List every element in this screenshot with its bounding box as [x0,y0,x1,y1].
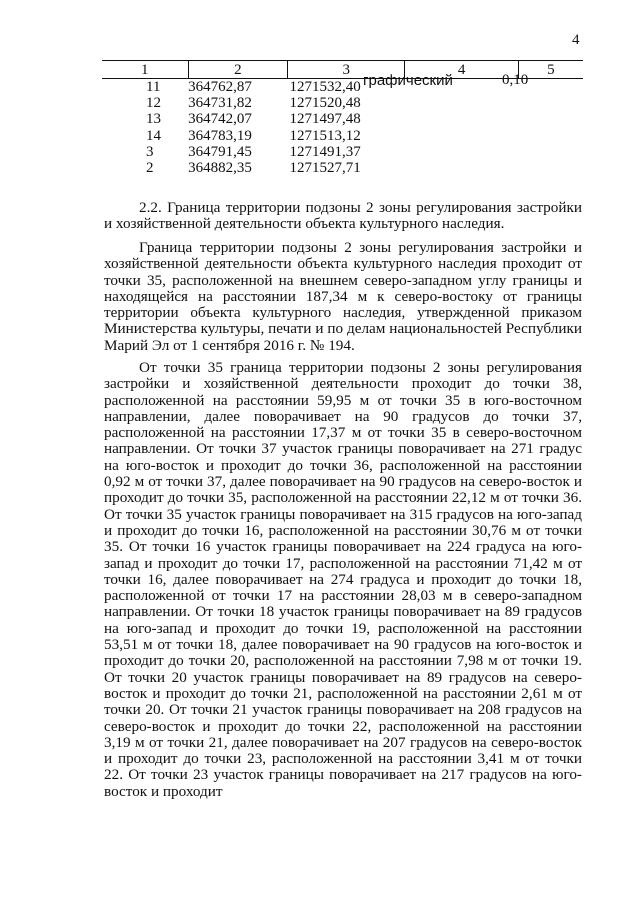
y-coordinate: 1271491,37 [289,143,361,160]
column-header: 2 [188,61,287,79]
point-number: 13 [146,111,161,128]
section-heading-text: 2.2. Граница территории подзоны 2 зоны регулирования застройки и хозяйственной деятельности объекта культурного наследия. [104,199,582,233]
x-coordinate: 364731,82 [188,95,252,112]
y-coordinate: 1271513,12 [289,127,361,144]
column-header: 3 [288,61,405,79]
determination-method: графический [363,72,453,89]
section-heading [104,200,582,233]
point-number: 2 [146,159,154,176]
x-coordinate: 364882,35 [188,159,252,176]
y-coordinate: 1271532,40 [289,79,361,95]
accuracy-value: 0,10 [502,72,529,88]
x-coordinate: 364791,45 [188,143,252,160]
paragraph-1-text: Граница территории подзоны 2 зоны регулирования застройки и хозяйственной деятельности объекта культурного наследия проходит от точки 35, расположенной на внешнем северо-западном углу границы и находящейся на расстоянии 187,34 м к северо-востоку от границы территории объекта культурного наследия, утвержденной приказом Министерства культуры, печати и по делам национальностей Республики Марий Эл от 1 сентября 2016 г. № 194. [104,239,582,354]
point-number: 14 [146,127,161,144]
y-coordinate: 1271520,48 [289,95,361,112]
page-number: 4 [572,32,580,48]
paragraph-1 [104,240,582,354]
y-coordinate: 1271527,71 [289,159,361,176]
column-header: 4 [405,61,518,79]
x-coordinate: 364783,19 [188,127,252,144]
point-number: 3 [146,143,154,160]
point-number: 12 [146,95,161,112]
column-header: 5 [518,61,583,79]
x-coordinate: 364762,87 [188,79,252,95]
paragraph-2-text: От точки 35 граница территории подзоны 2 зоны регулирования застройки и хозяйственной деятельности проходит до точки 38, расположенной на расстоянии 59,95 м от точки 35 в юго-восточном направлении, далее поворачивает на 90 градусов до точки 37, расположенной на расстоянии 17,37 м от точки 35 в северо-восточном направлении. От точки 37 участок границы поворачивает на 271 градус на юго-восток и проходит до точки 36, расположенной на расстоянии 0,92 м от точки 37, далее поворачивает на 90 градусов на северо-восток и проходит до точки 35, расположенной на расстоянии 22,12 м от точки 36. От точки 35 участок границы поворачивает на 315 градусов на юго-запад и проходит до точки 16, расположенной на расстоянии 30,76 м от точки 35. От точки 16 участок границы поворачивает на 224 градуса на юго-запад и проходит до точки 17, расположенной на расстоянии 71,42 м от точки 16, далее поворачивает на 274 градуса и проходит до точки 18, расположенной от точки 17 на расстоянии 28,03 м в северо-западном направлении. От точки 18 участок границы поворачивает на 89 градусов на юго-запад и проходит до точки 19, расположенной на расстоянии 53,51 м от точки 18, далее поворачивает на 90 градусов на юго-восток и проходит до точки 20, расположенной на расстоянии 7,98 м от точки 19. От точки 20 участок границы поворачивает на 89 градусов на северо-восток и проходит до точки 21, расположенной на расстоянии 2,61 м от точки 20. От точки 21 участок границы поворачивает на 208 градусов на северо-восток и проходит до точки 22, расположенной на расстоянии 3,19 м от точки 21, далее поворачивает на 207 градусов на северо-восток и проходит до точки 23, расположенной на расстоянии 3,41 м от точки 22. От точки 23 участок границы поворачивает на 217 градусов на юго-восток и проходит [104,359,582,800]
x-coordinate: 364742,07 [188,111,252,128]
point-number-column [102,79,188,177]
paragraph-2 [104,360,582,800]
point-number: 11 [146,79,161,95]
x-coordinate-column [188,79,287,177]
y-coordinate-column [288,79,405,177]
column-header: 1 [102,61,188,79]
y-coordinate: 1271497,48 [289,111,361,128]
